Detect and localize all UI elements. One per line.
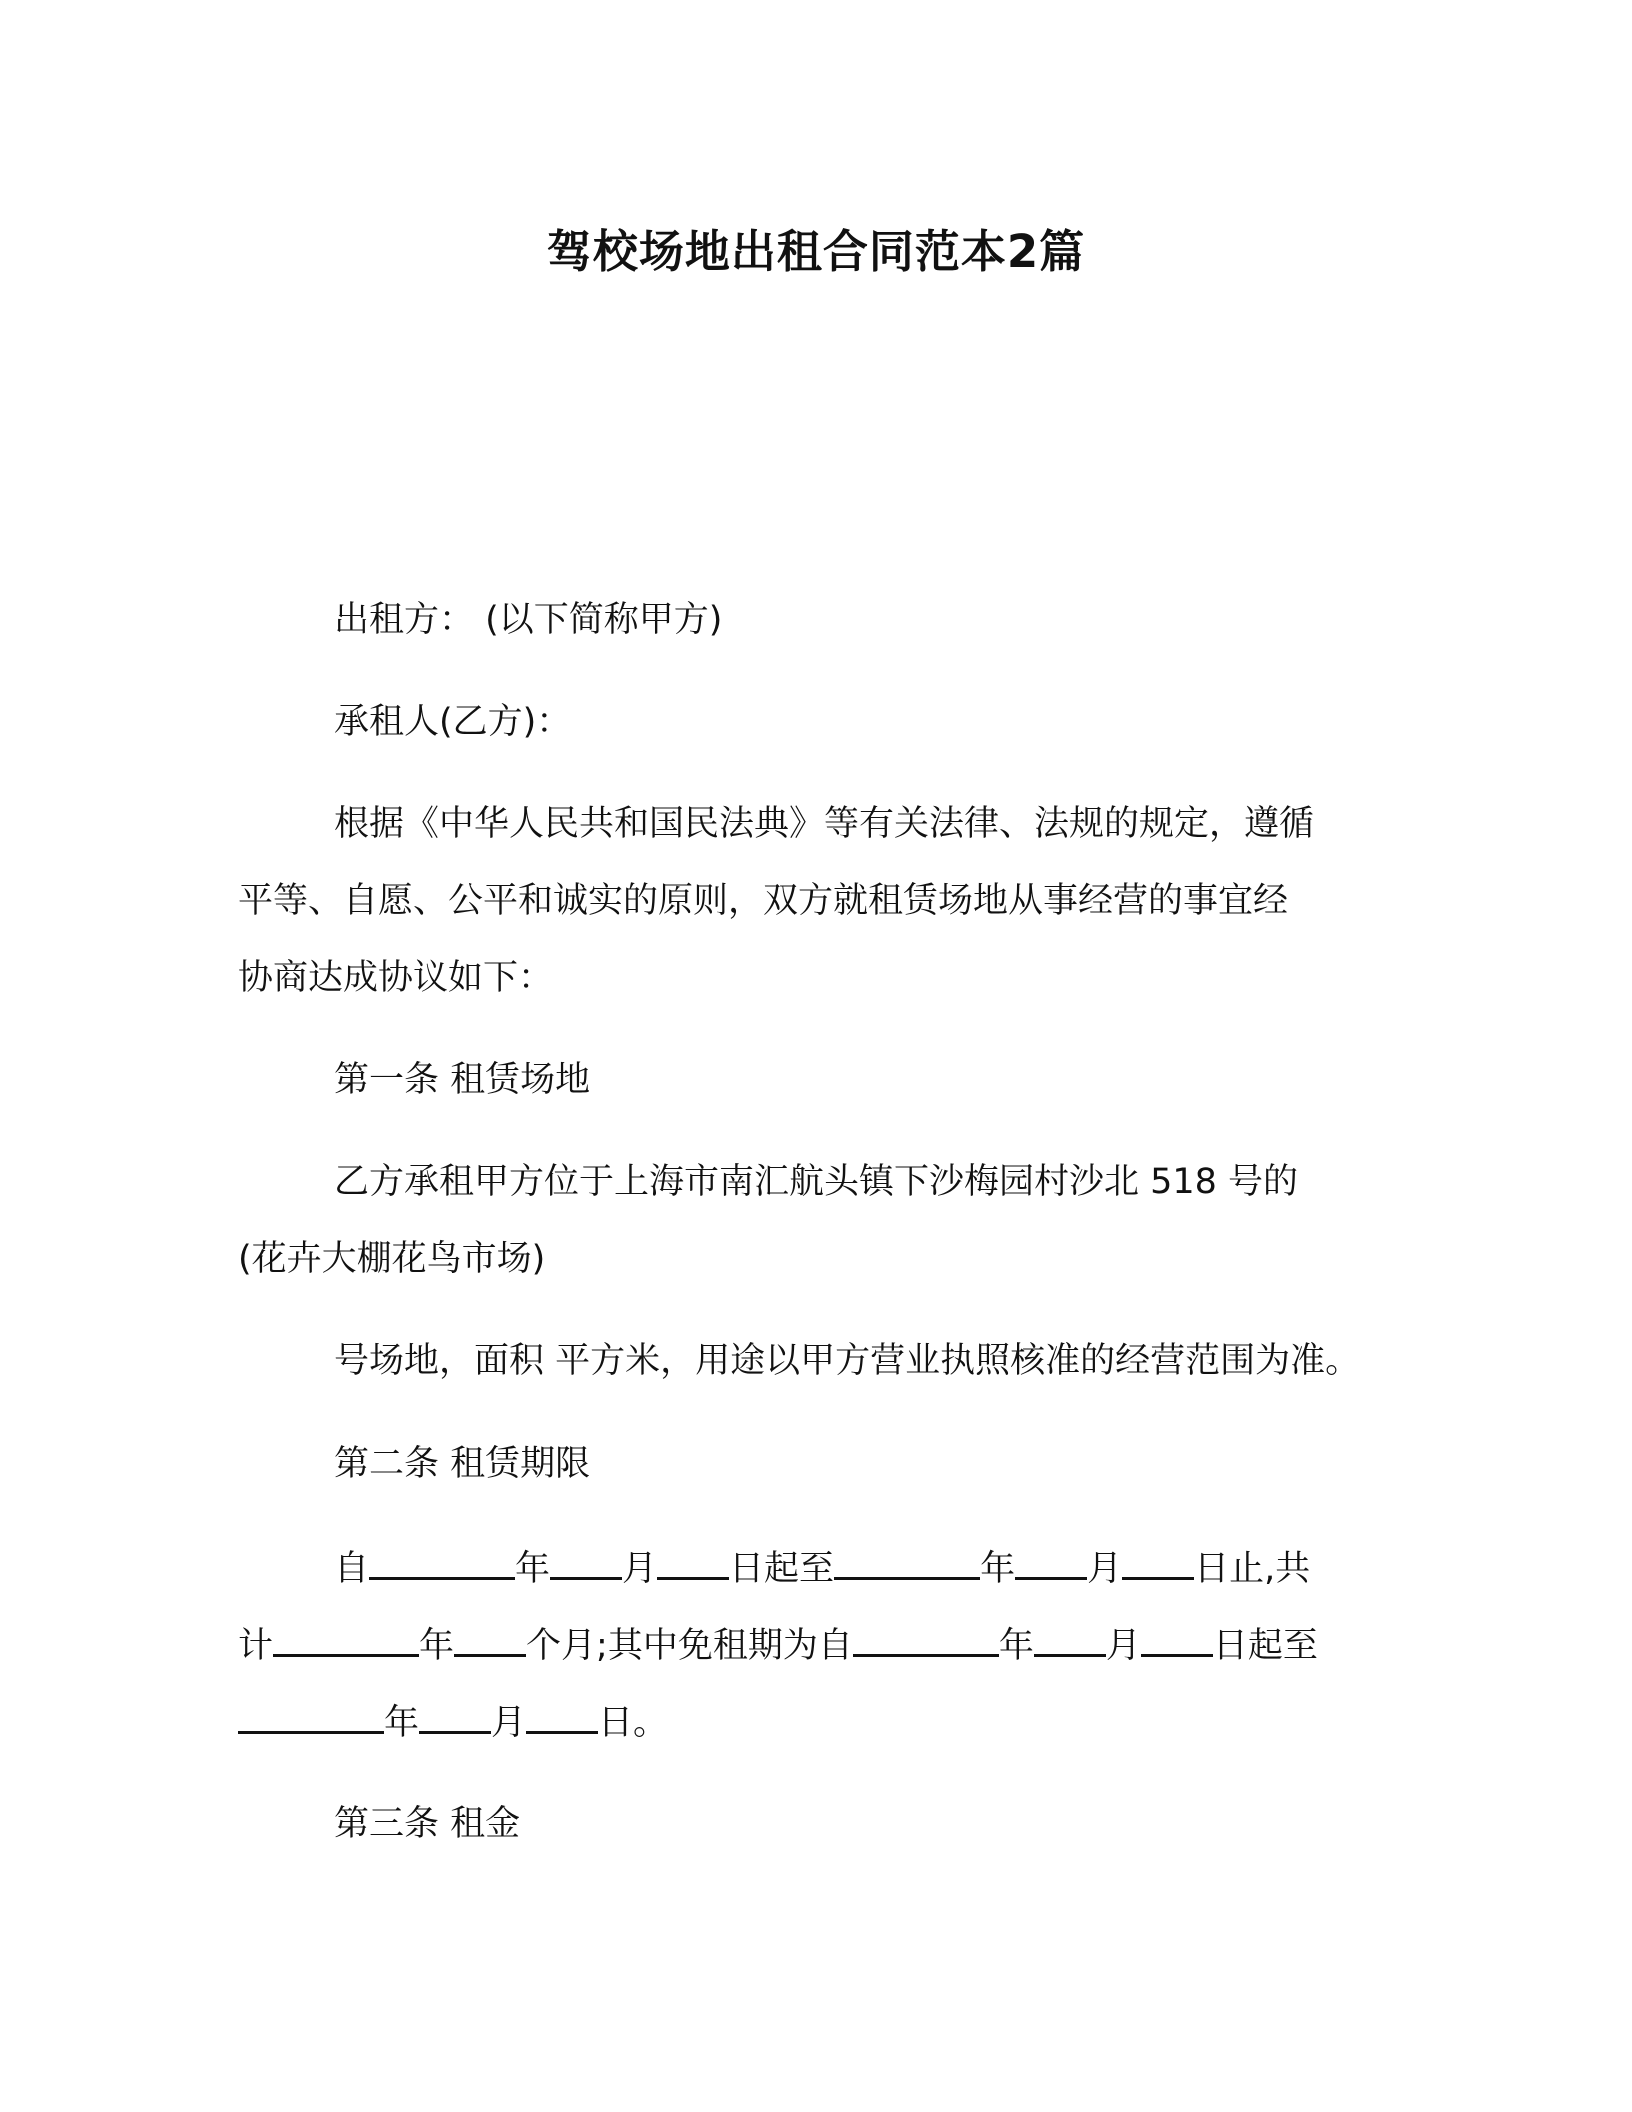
blank-field <box>454 1620 526 1657</box>
blank-field <box>1015 1543 1087 1580</box>
blank-field <box>369 1543 515 1580</box>
text-segment: 个月;其中免租期为自 <box>526 1626 853 1666</box>
text-segment: 月 <box>622 1549 658 1589</box>
text-segment: 自 <box>334 1549 370 1589</box>
article-1-line-2: (花卉大棚花鸟市场) <box>238 1239 546 1279</box>
text-segment: 日起至 <box>1212 1626 1318 1666</box>
article-2-heading: 第二条 租赁期限 <box>334 1444 591 1484</box>
blank-field <box>273 1620 419 1657</box>
text-segment: 月 <box>491 1703 527 1743</box>
blank-field <box>419 1697 491 1734</box>
document-title: 驾校场地出租合同范本2篇 <box>546 225 1086 278</box>
blank-field <box>550 1543 622 1580</box>
blank-field <box>238 1697 384 1734</box>
text-segment: 日。 <box>598 1703 669 1743</box>
article-1-line-1: 乙方承租甲方位于上海市南汇航头镇下沙梅园村沙北 518 号的 <box>334 1162 1299 1202</box>
blank-field <box>853 1620 999 1657</box>
preamble-line-3: 协商达成协议如下： <box>238 958 554 998</box>
text-segment: 日起至 <box>729 1549 835 1589</box>
text-segment: 年 <box>998 1626 1034 1666</box>
article-2-line-3 <box>238 1697 668 1747</box>
text-segment: 年 <box>980 1549 1016 1589</box>
blank-field <box>1122 1543 1194 1580</box>
article-2-line-2 <box>238 1620 1318 1670</box>
lessee-line: 承租人(乙方)： <box>334 702 572 742</box>
article-2-line-1 <box>334 1543 1310 1593</box>
preamble-line-1: 根据《中华人民共和国民法典》等有关法律、法规的规定，遵循 <box>334 804 1315 844</box>
blank-field <box>1141 1620 1213 1657</box>
text-segment: 月 <box>1105 1626 1141 1666</box>
text-segment: 年 <box>515 1549 551 1589</box>
preamble-line-2: 平等、自愿、公平和诚实的原则，双方就租赁场地从事经营的事宜经 <box>238 881 1289 921</box>
lessor-line: 出租方： (以下简称甲方) <box>334 600 723 640</box>
text-segment: 日止,共 <box>1194 1549 1311 1589</box>
blank-field <box>526 1697 598 1734</box>
article-1-heading: 第一条 租赁场地 <box>334 1060 591 1100</box>
article-1-line-3: 号场地，面积 平方米，用途以甲方营业执照核准的经营范围为准。 <box>334 1341 1361 1381</box>
text-segment: 计 <box>238 1626 274 1666</box>
blank-field <box>1034 1620 1106 1657</box>
article-3-heading: 第三条 租金 <box>334 1804 521 1844</box>
text-segment: 月 <box>1087 1549 1123 1589</box>
text-segment: 年 <box>419 1626 455 1666</box>
text-segment: 年 <box>384 1703 420 1743</box>
blank-field <box>657 1543 729 1580</box>
blank-field <box>834 1543 980 1580</box>
